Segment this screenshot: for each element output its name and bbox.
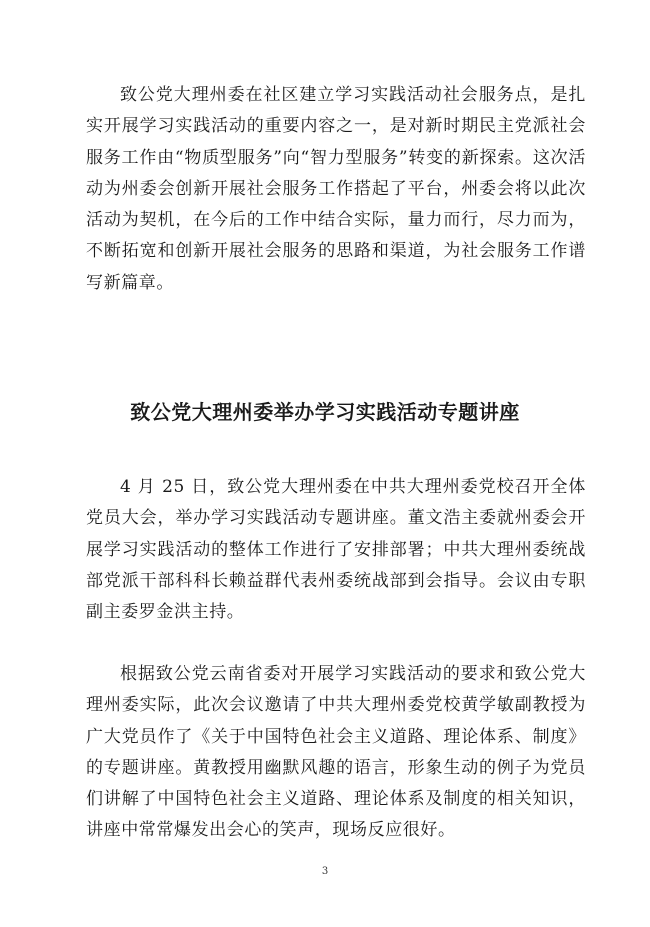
body-paragraph-2: 4 月 25 日，致公党大理州委在中共大理州委党校召开全体党员大会，举办学习实践活动专题讲座。董文浩主委就州委会开展学习实践活动的整体工作进行了安排部署；中共大理州委统战部党派干部科科长赖益群代表州委统战部到会指导。会议由专职副主委罗金洪主持。 (86, 477, 586, 623)
body-paragraph-3: 根据致公党云南省委对开展学习实践活动的要求和致公党大理州委实际，此次会议邀请了中共大理州委党校黄学敏副教授为广大党员作了《关于中国特色社会主义道路、理论体系、制度》的专题讲座。黄教授用幽默风趣的语言，形象生动的例子为党员们讲解了中国特色社会主义道路、理论体系及制度的相关知识，讲座中常常爆发出会心的笑声，现场反应很好。 (86, 664, 586, 841)
body-paragraph-1: 致公党大理州委在社区建立学习实践活动社会服务点，是扎实开展学习实践活动的重要内容之一，是对新时期民主党派社会服务工作由“物质型服务”向“智力型服务”转变的新探索。这次活动为州委会创新开展社会服务工作搭起了平台，州委会将以此次活动为契机，在今后的工作中结合实际，量力而行，尽力而为，不断拓宽和创新开展社会服务的思路和渠道，为社会服务工作谱写新篇章。 (86, 85, 586, 293)
page-number: 3 (321, 866, 329, 877)
section-title: 致公党大理州委举办学习实践活动专题讲座 (130, 400, 520, 424)
